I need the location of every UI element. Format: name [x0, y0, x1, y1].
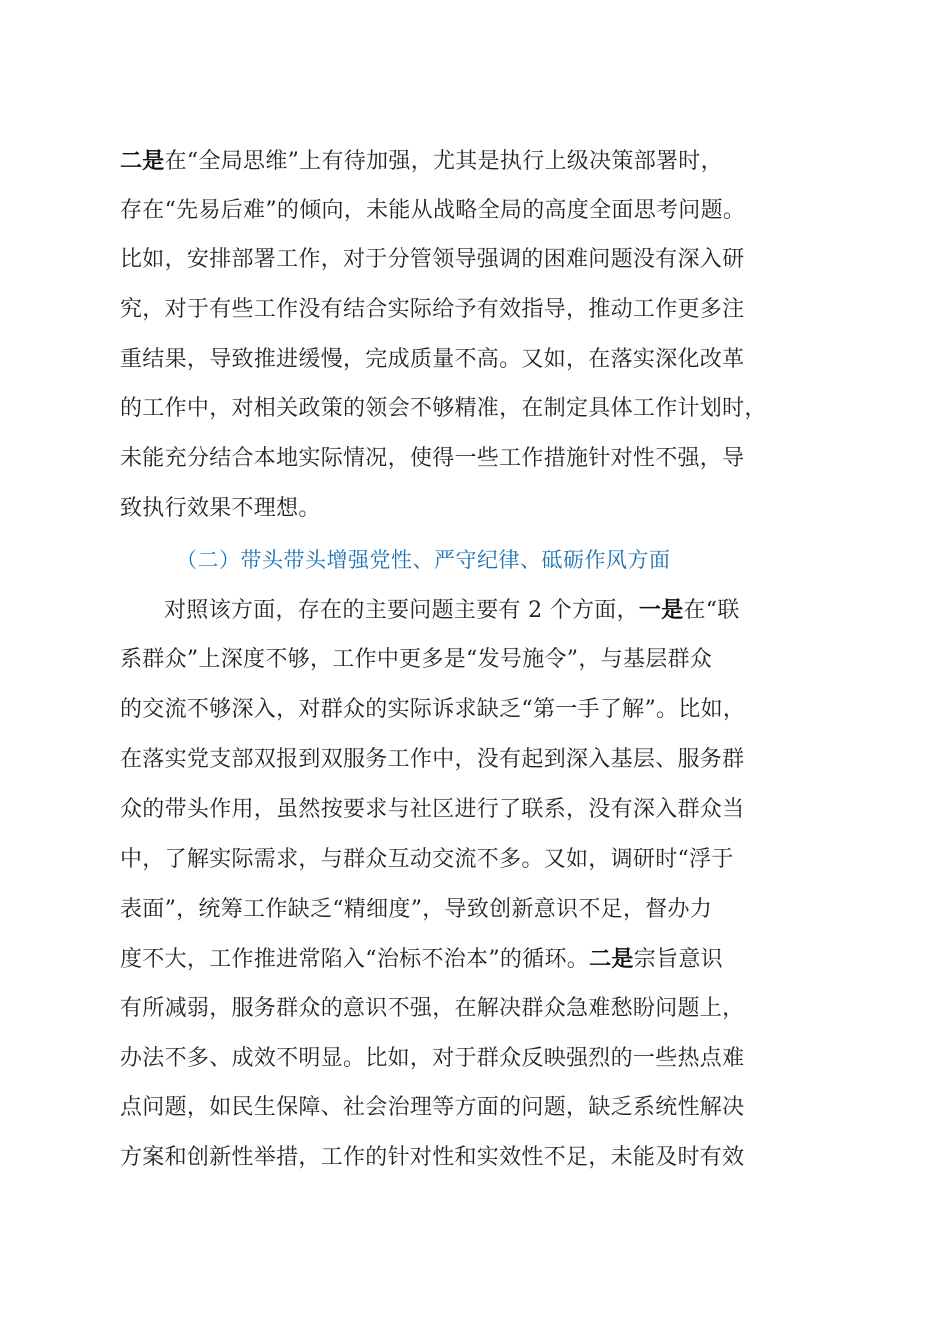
- paragraph-line: 的交流不够深入，对群众的实际诉求缺乏“第一手了解”。比如，: [120, 697, 746, 722]
- paragraph-line: 致执行效果不理想。: [120, 496, 321, 521]
- paragraph-line: 中，了解实际需求，与群众互动交流不多。又如，调研时“浮于: [120, 847, 734, 872]
- emphasis-text: 二是: [589, 946, 634, 972]
- emphasis-text: 一是: [638, 597, 684, 623]
- line-text: 在“全局思维”上有待加强，尤其是执行上级决策部署时，: [164, 149, 723, 174]
- paragraph-line: 究，对于有些工作没有结合实际给予有效指导，推动工作更多注: [120, 297, 745, 322]
- paragraph-line: 的工作中，对相关政策的领会不够精准，在制定具体工作计划时，: [120, 396, 767, 421]
- paragraph-line: 办法不多、成效不明显。比如，对于群众反映强烈的一些热点难: [120, 1046, 745, 1071]
- paragraph-line: 众的带头作用，虽然按要求与社区进行了联系，没有深入群众当: [120, 797, 745, 822]
- paragraph-line: 比如，安排部署工作，对于分管领导强调的困难问题没有深入研: [120, 247, 745, 272]
- paragraph-line: 重结果，导致推进缓慢，完成质量不高。又如，在落实深化改革: [120, 347, 745, 372]
- paragraph-line: 有所减弱，服务群众的意识不强，在解决群众急难愁盼问题上，: [120, 996, 745, 1021]
- paragraph-line: 系群众”上深度不够，工作中更多是“发号施令”，与基层群众: [120, 647, 713, 672]
- paragraph-line: [120, 939, 840, 979]
- paragraph-line: 存在“先易后难”的倾向，未能从战略全局的高度全面思考问题。: [120, 198, 746, 223]
- paragraph-line: 表面”，统筹工作缺乏“精细度”，导致创新意识不足，督办力: [120, 897, 713, 922]
- line-text: 宗旨意识: [633, 947, 723, 972]
- paragraph-line: 点问题，如民生保障、社会治理等方面的问题，缺乏系统性解决: [120, 1095, 745, 1120]
- line-text: 度不大，工作推进常陷入“治标不治本”的循环。: [120, 947, 590, 972]
- section-heading: （二）带头带头增强党性、严守纪律、砥砺作风方面: [176, 548, 671, 572]
- paragraph-line: 在落实党支部双报到双服务工作中，没有起到深入基层、服务群: [120, 747, 745, 772]
- paragraph-line: 方案和创新性举措，工作的针对性和实效性不足，未能及时有效: [120, 1145, 745, 1170]
- emphasis-text: 二是: [120, 148, 165, 174]
- line-text: 在“联: [683, 598, 740, 623]
- line-text: 对照该方面，存在的主要问题主要有 2 个方面，: [164, 598, 639, 623]
- paragraph-line: [164, 590, 840, 630]
- paragraph-line: 未能充分结合本地实际情况，使得一些工作措施针对性不强，导: [120, 446, 745, 471]
- paragraph-line: [120, 141, 840, 181]
